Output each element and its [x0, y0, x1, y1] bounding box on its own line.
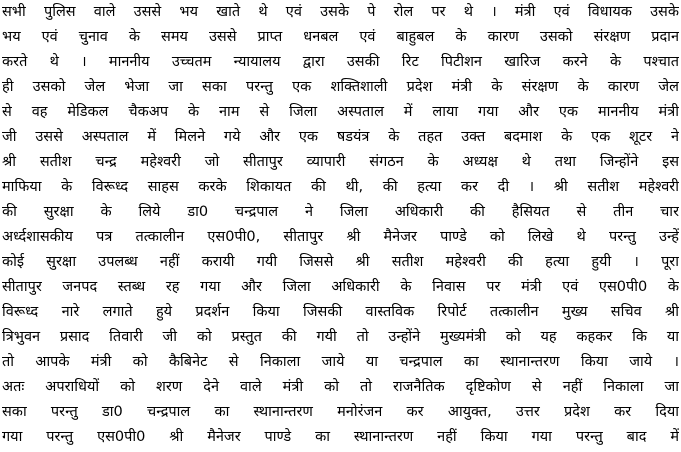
text-line-1: सभी पुलिस वाले उससे भय खाते थे एवं उसके पे रोल पर थे । मंत्री एवं विधायक उसके	[2, 4, 679, 20]
text-line-16: अतः अपराधियों को शरण देने वाले मंत्री को तो राजनैतिक दृष्टिकोण से नहीं निकाला जा	[2, 379, 679, 395]
text-line-13: विरूध्द नारे लगाते हुये प्रदर्शन किया जिसकी वास्तविक रिपोर्ट तत्कालीन मुख्य सचिव श्री	[2, 304, 679, 320]
text-line-2: भय एवं चुनाव के समय उससे प्राप्त धनबल एवं बाहुबल के कारण उसको संरक्षण प्रदान	[2, 29, 679, 45]
text-line-3: करते थे । माननीय उच्चतम न्यायालय द्वारा उसकी रिट पिटीशन खारिज करने के पश्चात	[2, 54, 679, 70]
text-line-8: माफिया के विरूध्द साहस करके शिकायत की थी, की हत्या कर दी । श्री सतीश महेश्वरी	[2, 179, 679, 195]
text-line-10: अर्ध्दशासकीय पत्र तत्कालीन एस0पी0, सीतापुर श्री मैनेजर पाण्डे को लिखे थे परन्तु उन्हें	[2, 229, 679, 245]
text-line-4: ही उसको जेल भेजा जा सका परन्तु एक शक्तिशाली प्रदेश मंत्री के संरक्षण के कारण जेल	[2, 79, 679, 95]
text-line-14: त्रिभुवन प्रसाद तिवारी जी को प्रस्तुत की गयी तो उन्होंने मुख्यमंत्री को यह कहकर कि या	[2, 329, 679, 345]
text-line-9: की सुरक्षा के लिये डा0 चन्द्रपाल ने जिला अधिकारी की हैसियत से तीन चार	[2, 204, 679, 220]
text-line-11: कोई सुरक्षा उपलब्ध नहीं करायी गयी जिससे श्री सतीश महेश्वरी की हत्या हुयी । पूरा	[2, 254, 679, 270]
text-line-18: गया परन्तु एस0पी0 श्री मैनेजर पाण्डे का स्थानान्तरण नहीं किया गया परन्तु बाद में	[2, 429, 679, 445]
text-line-12: सीतापुर जनपद स्तब्ध रह गया और जिला अधिकारी के निवास पर मंत्री एवं एस0पी0 के	[2, 279, 679, 295]
text-line-6: जी उससे अस्पताल में मिलने गये और एक षडयंत्र के तहत उक्त बदमाश के एक शूटर ने	[2, 129, 679, 145]
text-line-17: सका परन्तु डा0 चन्द्रपाल का स्थानान्तरण मनोरंजन कर आयुक्त, उत्तर प्रदेश कर दिया	[2, 404, 679, 420]
text-line-5: से वह मेडिकल चैकअप के नाम से जिला अस्पताल में लाया गया और एक माननीय मंत्री	[2, 104, 679, 120]
text-line-7: श्री सतीश चन्द्र महेश्वरी जो सीतापुर व्यापारी संगठन के अध्यक्ष थे तथा जिन्होंने इस	[2, 154, 679, 170]
text-line-15: तो आपके मंत्री को कैबिनेट से निकाला जाये या चन्द्रपाल का स्थानान्तरण किया जाये ।	[2, 354, 679, 370]
